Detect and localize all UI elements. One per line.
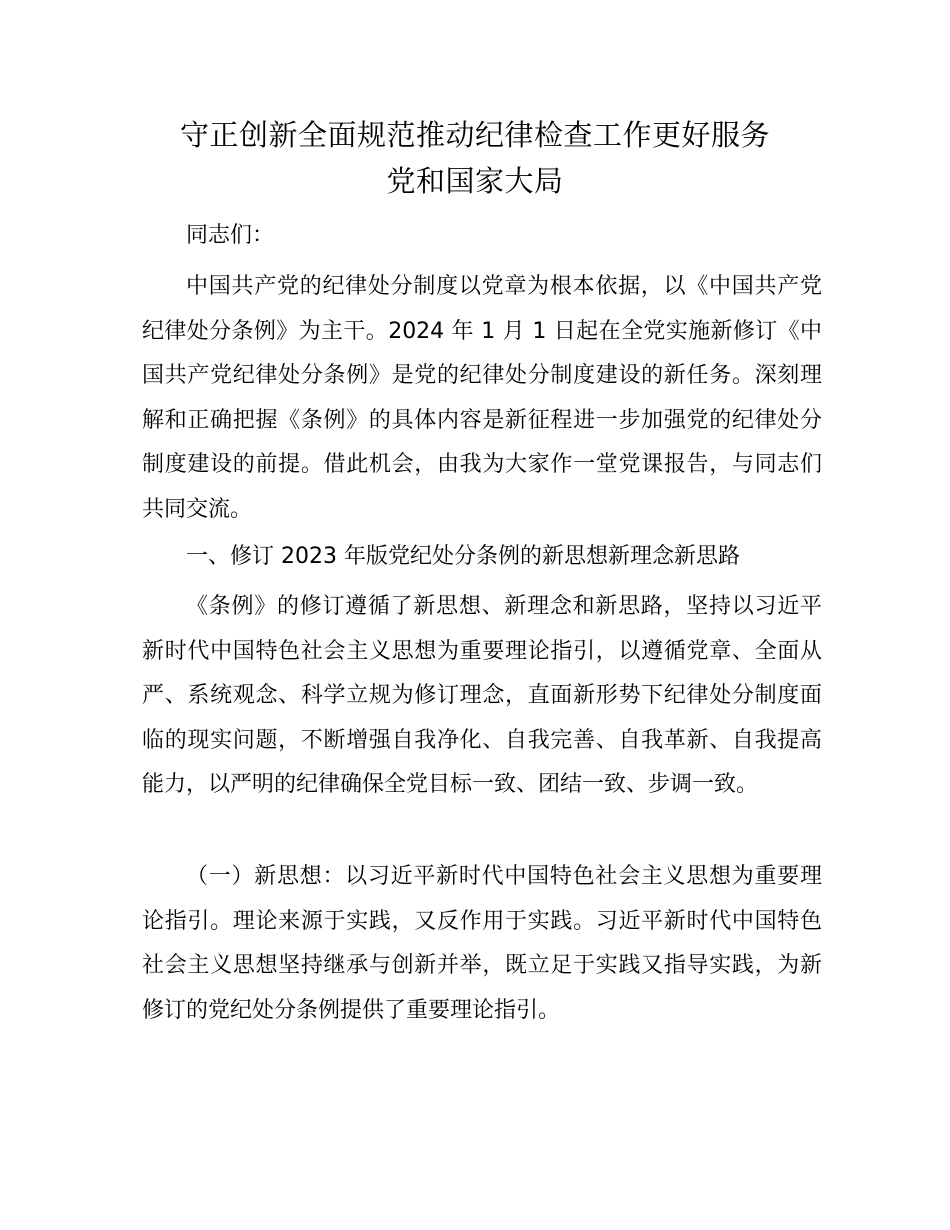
paragraph-subsection-1: （一）新思想：以习近平新时代中国特色社会主义思想为重要理论指引。理论来源于实践，又反作用于实践。习近平新时代中国特色社会主义思想坚持继承与创新并举，既立足于实践又指导实践，为新修订的党纪处分条例提供了重要理论指引。 [142, 864, 822, 1023]
section-heading-1: 一、修订 2023 年版党纪处分条例的新思想新理念新思路 [186, 544, 740, 569]
document-title-line-2: 党和国家大局 [386, 164, 564, 198]
document-title-line-1: 守正创新全面规范推动纪律检查工作更好服务 [179, 118, 770, 152]
salutation: 同志们： [186, 223, 275, 248]
paragraph-section-1: 《条例》的修订遵循了新思想、新理念和新思路，坚持以习近平新时代中国特色社会主义思想为重要理论指引，以遵循党章、全面从严、系统观念、科学立规为修订理念，直面新形势下纪律处分制度面临的现实问题，不断增强自我净化、自我完善、自我革新、自我提高能力，以严明的纪律确保全党目标一致、团结一致、步调一致。 [142, 594, 822, 797]
paragraph-intro: 中国共产党的纪律处分制度以党章为根本依据，以《中国共产党纪律处分条例》为主干。2024 年 1 月 1 日起在全党实施新修订《中国共产党纪律处分条例》是党的纪律处分制度建设的新任务。深刻理解和正确把握《条例》的具体内容是新征程进一步加强党的纪律处分制度建设的前提。借此机会，由我为大家作一堂党课报告，与同志们共同交流。 [142, 274, 822, 522]
